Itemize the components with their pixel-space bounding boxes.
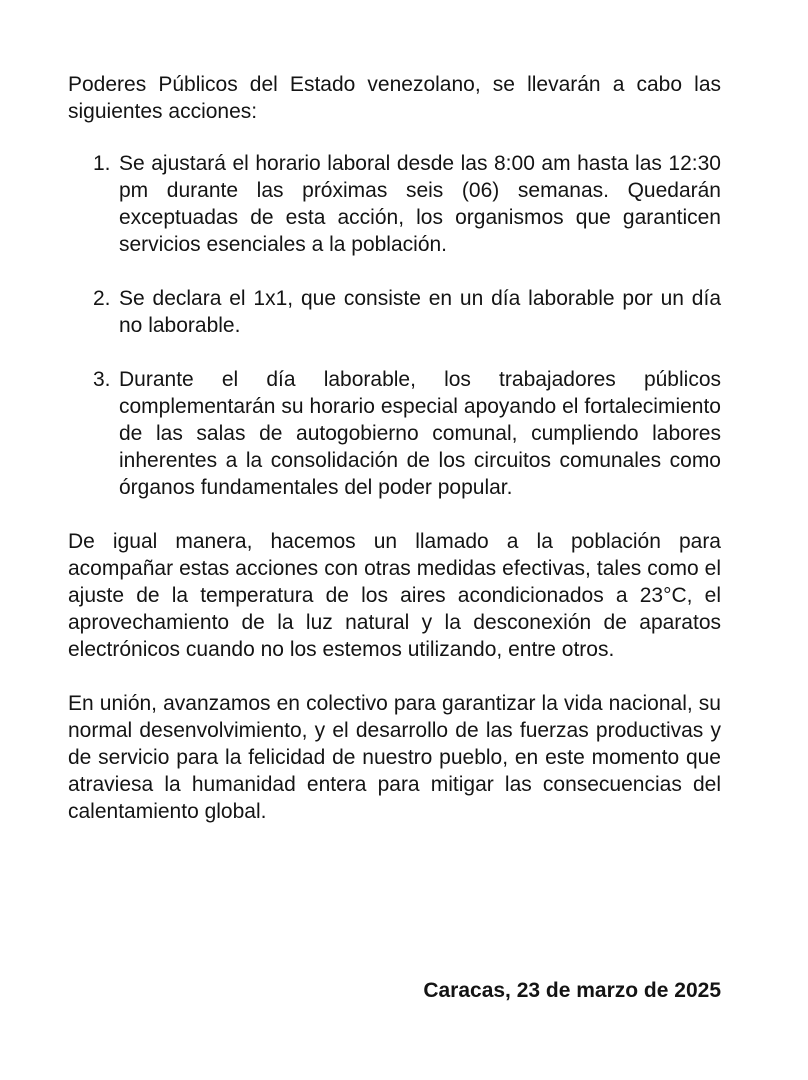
date-signature-line: Caracas, 23 de marzo de 2025 [423,979,721,1002]
action-item-3 [68,366,721,501]
action-text: Se ajustará el horario laboral desde las 8:00 am hasta las 12:30 pm durante las próximas seis (06) semanas. Quedarán exceptuadas de esta acción, los organismos que garanticen servicios esenciales a la población. [119,152,721,256]
union-paragraph: En unión, avanzamos en colectivo para garantizar la vida nacional, su normal desenvolvimiento, y el desarrollo de las fuerzas productivas y de servicio para la felicidad de nuestro pueblo, en este momento que atraviesa la humanidad entera para mitigar las consecuencias del calentamiento global. [68,692,721,823]
actions-list [68,150,721,501]
intro-paragraph: Poderes Públicos del Estado venezolano, se llevarán a cabo las siguientes acciones: [68,73,721,123]
action-number: 1. [93,152,111,175]
action-number: 3. [93,368,111,391]
call-paragraph: De igual manera, hacemos un llamado a la población para acompañar estas acciones con otras medidas efectivas, tales como el ajuste de la temperatura de los aires acondicionados a 23°C, el aprovechamiento de la luz natural y la desconexión de aparatos electrónicos cuando no los estemos utilizando, entre otros. [68,530,721,661]
action-text: Se declara el 1x1, que consiste en un día laborable por un día no laborable. [119,287,721,337]
action-item-2 [68,285,721,339]
action-text: Durante el día laborable, los trabajadores públicos complementarán su horario especial apoyando el fortalecimiento de las salas de autogobierno comunal, cumpliendo labores inherentes a la consolidación de los circuitos comunales como órganos fundamentales del poder popular. [119,368,721,499]
document-page [68,71,721,1002]
action-number: 2. [93,287,111,310]
action-item-1 [68,150,721,258]
